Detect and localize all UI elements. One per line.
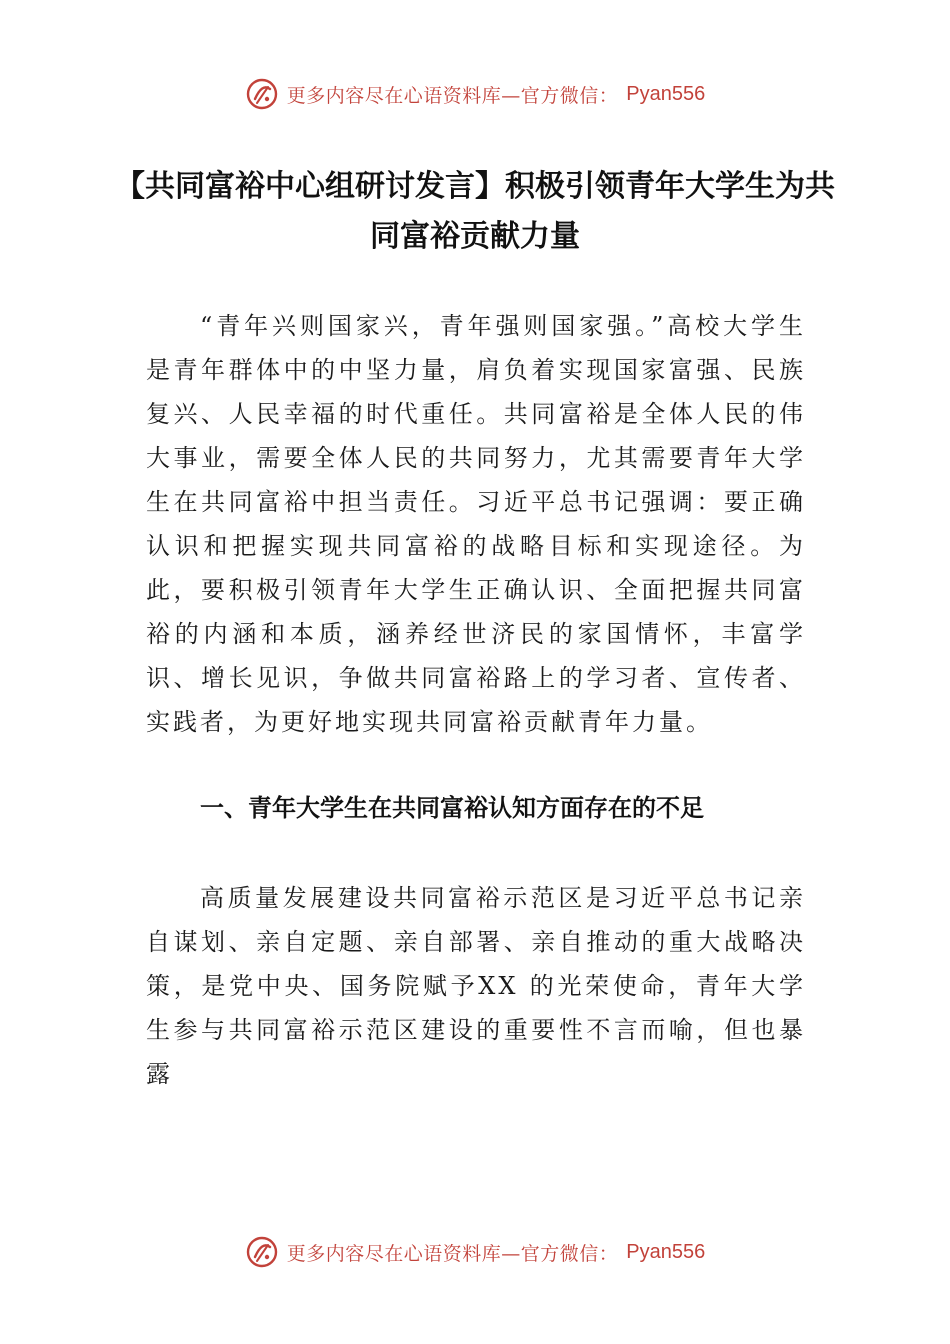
paragraph-section-1: 高质量发展建设共同富裕示范区是习近平总书记亲自谋划、亲自定题、亲自部署、亲自推动的重大战略决策，是党中央、国务院赋予XX 的光荣使命，青年大学生参与共同富裕示范区建设的重要性不言而喻，但也暴露 xyxy=(146,884,806,1088)
watermark-logo-icon xyxy=(245,77,279,111)
watermark-logo-icon xyxy=(245,1235,279,1269)
document-title: 【共同富裕中心组研讨发言】积极引领青年大学生为共同富裕贡献力量 xyxy=(115,169,835,254)
watermark-text: 更多内容尽在心语资料库—官方微信： xyxy=(286,1242,619,1265)
header-watermark xyxy=(0,74,950,114)
watermark-wechat-id: Pyan556 xyxy=(626,82,706,105)
paragraph-intro: “青年兴则国家兴，青年强则国家强。”高校大学生是青年群体中的中坚力量，肩负着实现国家富强、民族复兴、人民幸福的时代重任。共同富裕是全体人民的伟大事业，需要全体人民的共同努力，尤其需要青年大学生在共同富裕中担当责任。习近平总书记强调：要正确认识和把握实现共同富裕的战略目标和实现途径。为此，要积极引领青年大学生正确认识、全面把握共同富裕的内涵和本质，涵养经世济民的家国情怀，丰富学识、增长见识，争做共同富裕路上的学习者、宣传者、实践者，为更好地实现共同富裕贡献青年力量。 xyxy=(146,312,806,736)
section-heading-1: 一、青年大学生在共同富裕认知方面存在的不足 xyxy=(200,794,704,822)
footer-watermark xyxy=(0,1232,950,1272)
watermark-wechat-id: Pyan556 xyxy=(626,1240,706,1263)
watermark-text: 更多内容尽在心语资料库—官方微信： xyxy=(286,84,619,107)
